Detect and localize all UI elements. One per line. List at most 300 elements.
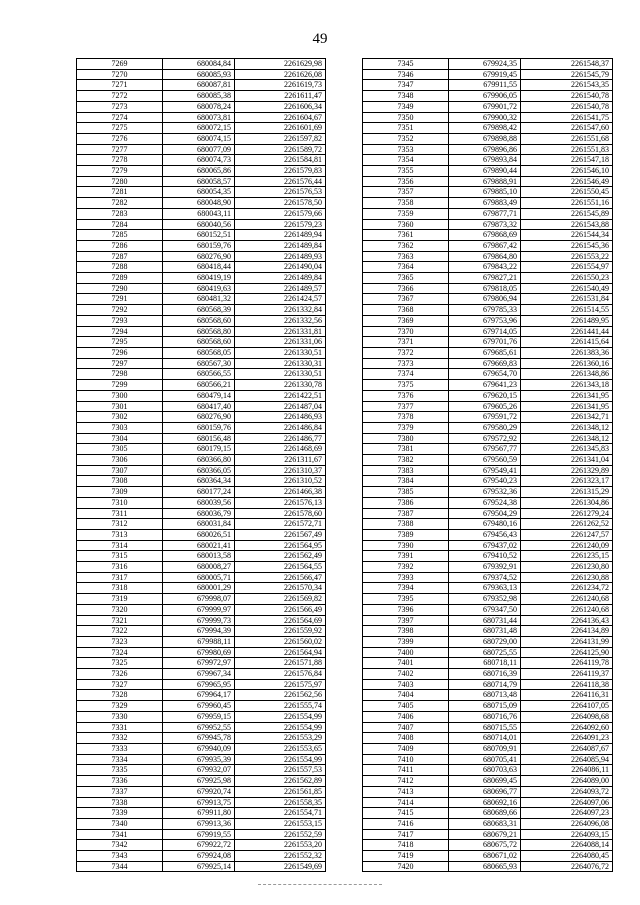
table-row <box>363 733 613 744</box>
y-coordinate-cell: 2264107,05 <box>521 701 613 712</box>
point-number-cell: 7371 <box>363 337 449 348</box>
x-coordinate-cell: 680276,90 <box>163 412 235 423</box>
coordinates-table-right <box>362 58 613 872</box>
point-number-cell: 7390 <box>363 540 449 551</box>
table-row <box>363 380 613 391</box>
table-row <box>363 797 613 808</box>
table-row <box>77 273 326 284</box>
y-coordinate-cell: 2261566,49 <box>235 604 326 615</box>
point-number-cell: 7401 <box>363 658 449 669</box>
table-row <box>363 294 613 305</box>
table-row <box>363 818 613 829</box>
point-number-cell: 7291 <box>77 294 163 305</box>
y-coordinate-cell: 2261551,83 <box>521 144 613 155</box>
table-row <box>363 230 613 241</box>
table-row <box>77 101 326 112</box>
table-row <box>363 358 613 369</box>
x-coordinate-cell: 680568,80 <box>163 326 235 337</box>
x-coordinate-cell: 679524,38 <box>449 497 521 508</box>
y-coordinate-cell: 2261560,02 <box>235 636 326 647</box>
table-row <box>363 722 613 733</box>
point-number-cell: 7341 <box>77 829 163 840</box>
point-number-cell: 7288 <box>77 262 163 273</box>
y-coordinate-cell: 2261466,38 <box>235 487 326 498</box>
y-coordinate-cell: 2261564,55 <box>235 562 326 573</box>
y-coordinate-cell: 2261554,99 <box>235 754 326 765</box>
y-coordinate-cell: 2261578,50 <box>235 198 326 209</box>
point-number-cell: 7283 <box>77 208 163 219</box>
table-row <box>77 508 326 519</box>
y-coordinate-cell: 2261486,77 <box>235 433 326 444</box>
x-coordinate-cell: 680065,86 <box>163 166 235 177</box>
x-coordinate-cell: 680159,76 <box>163 240 235 251</box>
y-coordinate-cell: 2264098,68 <box>521 711 613 722</box>
x-coordinate-cell: 680566,21 <box>163 380 235 391</box>
table-row <box>77 176 326 187</box>
point-number-cell: 7416 <box>363 818 449 829</box>
x-coordinate-cell: 679888,91 <box>449 176 521 187</box>
y-coordinate-cell: 2261626,08 <box>235 69 326 80</box>
point-number-cell: 7281 <box>77 187 163 198</box>
y-coordinate-cell: 2261540,78 <box>521 91 613 102</box>
y-coordinate-cell: 2261489,95 <box>521 315 613 326</box>
table-row <box>77 251 326 262</box>
x-coordinate-cell: 680419,19 <box>163 273 235 284</box>
point-number-cell: 7303 <box>77 422 163 433</box>
y-coordinate-cell: 2261553,29 <box>235 733 326 744</box>
point-number-cell: 7285 <box>77 230 163 241</box>
table-row <box>363 562 613 573</box>
x-coordinate-cell: 679960,45 <box>163 701 235 712</box>
x-coordinate-cell: 679685,61 <box>449 347 521 358</box>
y-coordinate-cell: 2261551,16 <box>521 198 613 209</box>
point-number-cell: 7356 <box>363 176 449 187</box>
table-row <box>363 80 613 91</box>
point-number-cell: 7300 <box>77 390 163 401</box>
x-coordinate-cell: 680696,77 <box>449 786 521 797</box>
y-coordinate-cell: 2261549,69 <box>235 861 326 872</box>
x-coordinate-cell: 679580,29 <box>449 422 521 433</box>
y-coordinate-cell: 2261247,57 <box>521 529 613 540</box>
table-row <box>363 455 613 466</box>
point-number-cell: 7351 <box>363 123 449 134</box>
y-coordinate-cell: 2261331,06 <box>235 337 326 348</box>
y-coordinate-cell: 2264088,14 <box>521 840 613 851</box>
table-row <box>77 786 326 797</box>
y-coordinate-cell: 2261279,24 <box>521 508 613 519</box>
y-coordinate-cell: 2264134,89 <box>521 626 613 637</box>
table-row <box>363 519 613 530</box>
table-row <box>363 701 613 712</box>
x-coordinate-cell: 679919,45 <box>449 69 521 80</box>
table-row <box>77 133 326 144</box>
point-number-cell: 7337 <box>77 786 163 797</box>
y-coordinate-cell: 2261579,23 <box>235 219 326 230</box>
y-coordinate-cell: 2261571,88 <box>235 658 326 669</box>
table-row <box>77 615 326 626</box>
table-row <box>363 444 613 455</box>
point-number-cell: 7372 <box>363 347 449 358</box>
x-coordinate-cell: 679922,72 <box>163 840 235 851</box>
x-coordinate-cell: 680714,01 <box>449 733 521 744</box>
point-number-cell: 7343 <box>77 851 163 862</box>
point-number-cell: 7342 <box>77 840 163 851</box>
y-coordinate-cell: 2261330,51 <box>235 369 326 380</box>
point-number-cell: 7363 <box>363 251 449 262</box>
x-coordinate-cell: 680084,84 <box>163 59 235 70</box>
y-coordinate-cell: 2261545,79 <box>521 69 613 80</box>
point-number-cell: 7366 <box>363 283 449 294</box>
point-number-cell: 7348 <box>363 91 449 102</box>
y-coordinate-cell: 2261543,88 <box>521 219 613 230</box>
table-row <box>363 59 613 70</box>
x-coordinate-cell: 679924,08 <box>163 851 235 862</box>
table-row <box>77 369 326 380</box>
point-number-cell: 7284 <box>77 219 163 230</box>
x-coordinate-cell: 679392,91 <box>449 562 521 573</box>
y-coordinate-cell: 2261323,17 <box>521 476 613 487</box>
x-coordinate-cell: 680568,05 <box>163 347 235 358</box>
point-number-cell: 7338 <box>77 797 163 808</box>
table-row <box>77 765 326 776</box>
y-coordinate-cell: 2264125,90 <box>521 647 613 658</box>
y-coordinate-cell: 2264119,37 <box>521 669 613 680</box>
y-coordinate-cell: 2261550,23 <box>521 273 613 284</box>
x-coordinate-cell: 679900,32 <box>449 112 521 123</box>
x-coordinate-cell: 679967,34 <box>163 669 235 680</box>
table-row <box>363 283 613 294</box>
table-row <box>363 765 613 776</box>
y-coordinate-cell: 2261341,95 <box>521 401 613 412</box>
y-coordinate-cell: 2264091,23 <box>521 733 613 744</box>
x-coordinate-cell: 679935,39 <box>163 754 235 765</box>
y-coordinate-cell: 2261544,34 <box>521 230 613 241</box>
point-number-cell: 7369 <box>363 315 449 326</box>
table-row <box>77 744 326 755</box>
y-coordinate-cell: 2261572,71 <box>235 519 326 530</box>
point-number-cell: 7412 <box>363 776 449 787</box>
y-coordinate-cell: 2264116,31 <box>521 690 613 701</box>
table-row <box>363 626 613 637</box>
table-row <box>77 155 326 166</box>
y-coordinate-cell: 2264089,00 <box>521 776 613 787</box>
y-coordinate-cell: 2261576,13 <box>235 497 326 508</box>
y-coordinate-cell: 2261330,31 <box>235 358 326 369</box>
point-number-cell: 7370 <box>363 326 449 337</box>
table-row <box>77 818 326 829</box>
y-coordinate-cell: 2264085,94 <box>521 754 613 765</box>
x-coordinate-cell: 680731,44 <box>449 615 521 626</box>
point-number-cell: 7322 <box>77 626 163 637</box>
point-number-cell: 7299 <box>77 380 163 391</box>
point-number-cell: 7379 <box>363 422 449 433</box>
point-number-cell: 7297 <box>77 358 163 369</box>
point-number-cell: 7316 <box>77 562 163 573</box>
y-coordinate-cell: 2264093,15 <box>521 829 613 840</box>
x-coordinate-cell: 679868,69 <box>449 230 521 241</box>
x-coordinate-cell: 680021,41 <box>163 540 235 551</box>
x-coordinate-cell: 679925,14 <box>163 861 235 872</box>
table-row <box>77 390 326 401</box>
x-coordinate-cell: 680013,58 <box>163 551 235 562</box>
point-number-cell: 7350 <box>363 112 449 123</box>
y-coordinate-cell: 2261559,92 <box>235 626 326 637</box>
table-row <box>77 733 326 744</box>
x-coordinate-cell: 680725,55 <box>449 647 521 658</box>
table-row <box>363 91 613 102</box>
point-number-cell: 7298 <box>77 369 163 380</box>
x-coordinate-cell: 680177,24 <box>163 487 235 498</box>
x-coordinate-cell: 679549,41 <box>449 465 521 476</box>
table-row <box>363 412 613 423</box>
x-coordinate-cell: 679932,07 <box>163 765 235 776</box>
y-coordinate-cell: 2264118,38 <box>521 679 613 690</box>
y-coordinate-cell: 2261424,57 <box>235 294 326 305</box>
table-row <box>77 112 326 123</box>
y-coordinate-cell: 2261545,36 <box>521 240 613 251</box>
table-row <box>77 604 326 615</box>
point-number-cell: 7307 <box>77 465 163 476</box>
y-coordinate-cell: 2261531,84 <box>521 294 613 305</box>
y-coordinate-cell: 2264086,11 <box>521 765 613 776</box>
y-coordinate-cell: 2261489,84 <box>235 240 326 251</box>
y-coordinate-cell: 2261557,53 <box>235 765 326 776</box>
point-number-cell: 7278 <box>77 155 163 166</box>
table-row <box>77 347 326 358</box>
x-coordinate-cell: 679911,80 <box>163 808 235 819</box>
y-coordinate-cell: 2261604,67 <box>235 112 326 123</box>
x-coordinate-cell: 679896,86 <box>449 144 521 155</box>
table-row <box>77 722 326 733</box>
x-coordinate-cell: 679654,70 <box>449 369 521 380</box>
y-coordinate-cell: 2264096,08 <box>521 818 613 829</box>
table-row <box>77 412 326 423</box>
point-number-cell: 7380 <box>363 433 449 444</box>
table-row <box>77 59 326 70</box>
x-coordinate-cell: 680085,38 <box>163 91 235 102</box>
table-row <box>77 465 326 476</box>
y-coordinate-cell: 2261489,57 <box>235 283 326 294</box>
x-coordinate-cell: 679641,23 <box>449 380 521 391</box>
point-number-cell: 7353 <box>363 144 449 155</box>
x-coordinate-cell: 679532,36 <box>449 487 521 498</box>
point-number-cell: 7313 <box>77 529 163 540</box>
y-coordinate-cell: 2261564,95 <box>235 540 326 551</box>
point-number-cell: 7387 <box>363 508 449 519</box>
table-row <box>77 551 326 562</box>
point-number-cell: 7410 <box>363 754 449 765</box>
point-number-cell: 7294 <box>77 326 163 337</box>
table-row <box>363 187 613 198</box>
table-row <box>77 187 326 198</box>
y-coordinate-cell: 2261562,89 <box>235 776 326 787</box>
y-coordinate-cell: 2261240,68 <box>521 594 613 605</box>
point-number-cell: 7311 <box>77 508 163 519</box>
x-coordinate-cell: 679998,07 <box>163 594 235 605</box>
x-coordinate-cell: 680692,16 <box>449 797 521 808</box>
y-coordinate-cell: 2261576,53 <box>235 187 326 198</box>
point-number-cell: 7415 <box>363 808 449 819</box>
point-number-cell: 7385 <box>363 487 449 498</box>
table-row <box>363 198 613 209</box>
table-row <box>363 808 613 819</box>
table-row <box>363 369 613 380</box>
y-coordinate-cell: 2261329,89 <box>521 465 613 476</box>
x-coordinate-cell: 680179,15 <box>163 444 235 455</box>
x-coordinate-cell: 680689,66 <box>449 808 521 819</box>
point-number-cell: 7304 <box>77 433 163 444</box>
y-coordinate-cell: 2261262,52 <box>521 519 613 530</box>
point-number-cell: 7301 <box>77 401 163 412</box>
x-coordinate-cell: 679959,15 <box>163 711 235 722</box>
point-number-cell: 7381 <box>363 444 449 455</box>
point-number-cell: 7394 <box>363 583 449 594</box>
table-row <box>363 326 613 337</box>
point-number-cell: 7289 <box>77 273 163 284</box>
point-number-cell: 7404 <box>363 690 449 701</box>
x-coordinate-cell: 679972,97 <box>163 658 235 669</box>
x-coordinate-cell: 680731,48 <box>449 626 521 637</box>
point-number-cell: 7318 <box>77 583 163 594</box>
y-coordinate-cell: 2261553,15 <box>235 818 326 829</box>
x-coordinate-cell: 680366,80 <box>163 455 235 466</box>
x-coordinate-cell: 679994,39 <box>163 626 235 637</box>
x-coordinate-cell: 680087,81 <box>163 80 235 91</box>
point-number-cell: 7418 <box>363 840 449 851</box>
point-number-cell: 7290 <box>77 283 163 294</box>
point-number-cell: 7359 <box>363 208 449 219</box>
x-coordinate-cell: 679567,77 <box>449 444 521 455</box>
point-number-cell: 7399 <box>363 636 449 647</box>
table-row <box>363 679 613 690</box>
y-coordinate-cell: 2261304,86 <box>521 497 613 508</box>
y-coordinate-cell: 2261415,64 <box>521 337 613 348</box>
point-number-cell: 7414 <box>363 797 449 808</box>
table-row <box>363 540 613 551</box>
x-coordinate-cell: 680366,05 <box>163 465 235 476</box>
x-coordinate-cell: 679980,69 <box>163 647 235 658</box>
x-coordinate-cell: 680418,44 <box>163 262 235 273</box>
y-coordinate-cell: 2261548,37 <box>521 59 613 70</box>
x-coordinate-cell: 679925,98 <box>163 776 235 787</box>
point-number-cell: 7308 <box>77 476 163 487</box>
table-row <box>77 679 326 690</box>
x-coordinate-cell: 679913,75 <box>163 797 235 808</box>
point-number-cell: 7329 <box>77 701 163 712</box>
y-coordinate-cell: 2261576,84 <box>235 669 326 680</box>
table-row <box>363 401 613 412</box>
table-row <box>77 337 326 348</box>
y-coordinate-cell: 2261345,83 <box>521 444 613 455</box>
point-number-cell: 7314 <box>77 540 163 551</box>
point-number-cell: 7333 <box>77 744 163 755</box>
point-number-cell: 7389 <box>363 529 449 540</box>
table-row <box>363 101 613 112</box>
point-number-cell: 7347 <box>363 80 449 91</box>
y-coordinate-cell: 2261589,72 <box>235 144 326 155</box>
x-coordinate-cell: 679867,42 <box>449 240 521 251</box>
y-coordinate-cell: 2261575,97 <box>235 679 326 690</box>
table-row <box>77 572 326 583</box>
x-coordinate-cell: 679988,11 <box>163 636 235 647</box>
table-row <box>77 444 326 455</box>
y-coordinate-cell: 2264131,99 <box>521 636 613 647</box>
x-coordinate-cell: 680675,72 <box>449 840 521 851</box>
x-coordinate-cell: 680715,55 <box>449 722 521 733</box>
y-coordinate-cell: 2261578,60 <box>235 508 326 519</box>
table-row <box>363 529 613 540</box>
point-number-cell: 7274 <box>77 112 163 123</box>
x-coordinate-cell: 680665,93 <box>449 861 521 872</box>
table-row <box>363 337 613 348</box>
table-row <box>77 647 326 658</box>
y-coordinate-cell: 2261490,04 <box>235 262 326 273</box>
point-number-cell: 7354 <box>363 155 449 166</box>
point-number-cell: 7409 <box>363 744 449 755</box>
y-coordinate-cell: 2264092,60 <box>521 722 613 733</box>
y-coordinate-cell: 2261441,44 <box>521 326 613 337</box>
table-row <box>77 230 326 241</box>
point-number-cell: 7269 <box>77 59 163 70</box>
y-coordinate-cell: 2261554,99 <box>235 722 326 733</box>
y-coordinate-cell: 2261310,37 <box>235 465 326 476</box>
y-coordinate-cell: 2261555,74 <box>235 701 326 712</box>
table-row <box>363 497 613 508</box>
y-coordinate-cell: 2261341,95 <box>521 390 613 401</box>
table-row <box>77 562 326 573</box>
y-coordinate-cell: 2261547,18 <box>521 155 613 166</box>
x-coordinate-cell: 679877,71 <box>449 208 521 219</box>
y-coordinate-cell: 2261629,98 <box>235 59 326 70</box>
point-number-cell: 7279 <box>77 166 163 177</box>
table-row <box>77 594 326 605</box>
x-coordinate-cell: 680718,11 <box>449 658 521 669</box>
point-number-cell: 7405 <box>363 701 449 712</box>
point-number-cell: 7391 <box>363 551 449 562</box>
point-number-cell: 7403 <box>363 679 449 690</box>
point-number-cell: 7368 <box>363 305 449 316</box>
point-number-cell: 7419 <box>363 851 449 862</box>
x-coordinate-cell: 680152,51 <box>163 230 235 241</box>
x-coordinate-cell: 679952,55 <box>163 722 235 733</box>
table-row <box>363 594 613 605</box>
y-coordinate-cell: 2261489,93 <box>235 251 326 262</box>
y-coordinate-cell: 2264136,43 <box>521 615 613 626</box>
table-row <box>77 851 326 862</box>
x-coordinate-cell: 680078,24 <box>163 101 235 112</box>
x-coordinate-cell: 680156,48 <box>163 433 235 444</box>
point-number-cell: 7282 <box>77 198 163 209</box>
y-coordinate-cell: 2261543,35 <box>521 80 613 91</box>
table-row <box>77 540 326 551</box>
x-coordinate-cell: 680058,57 <box>163 176 235 187</box>
y-coordinate-cell: 2261514,55 <box>521 305 613 316</box>
table-row <box>363 551 613 562</box>
table-row <box>77 829 326 840</box>
x-coordinate-cell: 679893,84 <box>449 155 521 166</box>
y-coordinate-cell: 2261547,60 <box>521 123 613 134</box>
table-row <box>363 690 613 701</box>
y-coordinate-cell: 2261566,47 <box>235 572 326 583</box>
point-number-cell: 7397 <box>363 615 449 626</box>
table-row <box>77 219 326 230</box>
x-coordinate-cell: 680705,41 <box>449 754 521 765</box>
x-coordinate-cell: 680040,56 <box>163 219 235 230</box>
table-row <box>77 433 326 444</box>
x-coordinate-cell: 680481,32 <box>163 294 235 305</box>
table-row <box>363 433 613 444</box>
point-number-cell: 7408 <box>363 733 449 744</box>
